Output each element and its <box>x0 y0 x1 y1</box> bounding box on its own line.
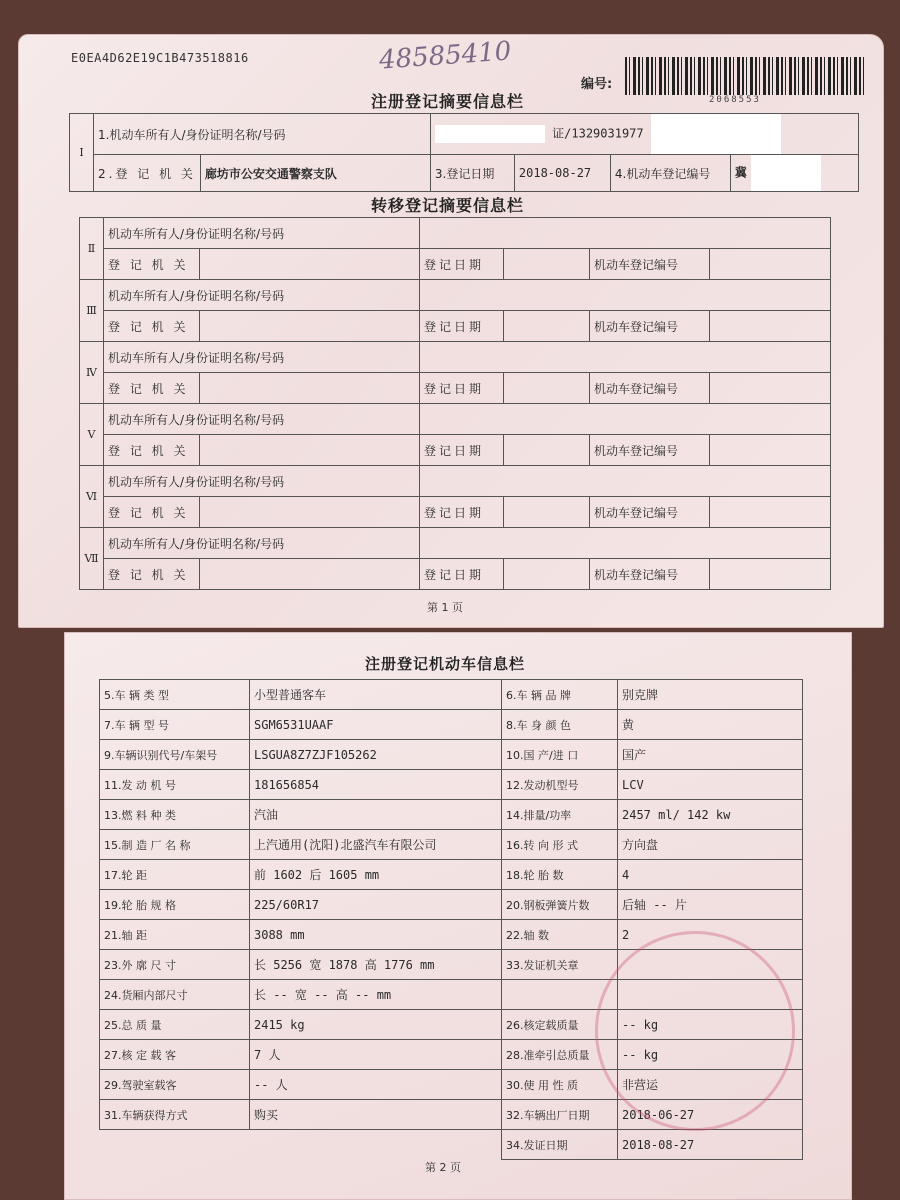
page-number: 第 1 页 <box>427 601 463 614</box>
owner-label: 机动车所有人/身份证明名称/号码 <box>104 466 420 497</box>
field-value: 长 -- 宽 -- 高 -- mm <box>250 980 502 1010</box>
field-label: 27.核 定 载 客 <box>100 1040 250 1070</box>
field-label: 17.轮 距 <box>100 860 250 890</box>
field-label: 21.轴 距 <box>100 920 250 950</box>
field-value: 3088 mm <box>250 920 502 950</box>
roman-numeral: Ⅵ <box>80 466 104 528</box>
transfer-owner-row <box>80 466 831 497</box>
transfer-authority-row <box>80 373 831 404</box>
field-value: 购买 <box>250 1100 502 1130</box>
date-label: 登记日期 <box>420 249 504 280</box>
reg-summary-table <box>69 113 859 192</box>
field-label: 10.国 产/进 口 <box>502 740 618 770</box>
issue-date-label: 34.发证日期 <box>502 1130 618 1160</box>
regno-label: 4.机动车登记编号 <box>610 155 730 192</box>
field-label: 30.使 用 性 质 <box>502 1070 618 1100</box>
regno-label: 机动车登记编号 <box>590 311 710 342</box>
authority-value <box>200 373 420 404</box>
field-label: 15.制 造 厂 名 称 <box>100 830 250 860</box>
date-value <box>504 497 590 528</box>
authority-value <box>200 559 420 590</box>
field-label: 29.驾驶室载客 <box>100 1070 250 1100</box>
authority-label: 登 记 机 关 <box>104 435 200 466</box>
authority-value <box>200 249 420 280</box>
reg-summary-title: 注册登记摘要信息栏 <box>371 92 525 111</box>
field-label: 5.车 辆 类 型 <box>100 680 250 710</box>
field-value: SGM6531UAAF <box>250 710 502 740</box>
date-value <box>504 249 590 280</box>
field-label: 12.发动机型号 <box>502 770 618 800</box>
authority-label: 登 记 机 关 <box>104 311 200 342</box>
regno-value <box>710 559 831 590</box>
field-label: 26.核定载质量 <box>502 1010 618 1040</box>
transfer-summary-table <box>79 217 831 590</box>
field-value: 前 1602 后 1605 mm <box>250 860 502 890</box>
field-label: 20.钢板弹簧片数 <box>502 890 618 920</box>
date-value <box>504 311 590 342</box>
field-value: 方向盘 <box>618 830 803 860</box>
issue-date-value: 2018-08-27 <box>618 1130 803 1160</box>
authority-value <box>200 311 420 342</box>
field-label: 16.转 向 形 式 <box>502 830 618 860</box>
owner-value <box>420 218 831 249</box>
field-label: 6.车 辆 品 牌 <box>502 680 618 710</box>
field-label: 14.排量/功率 <box>502 800 618 830</box>
field-value: -- kg <box>618 1010 803 1040</box>
regno-value: 冀 <box>730 155 858 192</box>
regno-value <box>710 249 831 280</box>
date-label: 登记日期 <box>420 497 504 528</box>
owner-label: 机动车所有人/身份证明名称/号码 <box>104 218 420 249</box>
field-label: 31.车辆获得方式 <box>100 1100 250 1130</box>
field-label: 32.车辆出厂日期 <box>502 1100 618 1130</box>
roman-numeral: Ⅳ <box>80 342 104 404</box>
regno-value <box>710 435 831 466</box>
vehicle-info-row <box>100 890 803 920</box>
date-label: 登记日期 <box>420 311 504 342</box>
field-value: 4 <box>618 860 803 890</box>
field-value: 别克牌 <box>618 680 803 710</box>
field-label: 23.外 廓 尺 寸 <box>100 950 250 980</box>
transfer-authority-row <box>80 311 831 342</box>
field-value: LSGUA8Z7ZJF105262 <box>250 740 502 770</box>
regno-label: 机动车登记编号 <box>590 373 710 404</box>
transfer-owner-row <box>80 528 831 559</box>
roman-numeral: Ⅱ <box>80 218 104 280</box>
vehicle-info-row <box>100 710 803 740</box>
transfer-owner-row <box>80 404 831 435</box>
owner-value <box>420 466 831 497</box>
regno-label: 机动车登记编号 <box>590 249 710 280</box>
authority-label: 登 记 机 关 <box>104 373 200 404</box>
field-label: 18.轮 胎 数 <box>502 860 618 890</box>
regno-value <box>710 373 831 404</box>
field-value: -- kg <box>618 1040 803 1070</box>
authority-label: 登 记 机 关 <box>104 559 200 590</box>
date-label: 登记日期 <box>420 559 504 590</box>
transfer-owner-row <box>80 218 831 249</box>
field-value: 上汽通用(沈阳)北盛汽车有限公司 <box>250 830 502 860</box>
owner-value <box>420 528 831 559</box>
transfer-summary-title: 转移登记摘要信息栏 <box>371 196 525 215</box>
vehicle-info-row <box>100 740 803 770</box>
field-value: 2018-06-27 <box>618 1100 803 1130</box>
owner-value <box>420 280 831 311</box>
number-label: 编号: <box>581 77 613 92</box>
field-value: 后轴 -- 片 <box>618 890 803 920</box>
registration-page-1 <box>18 34 884 628</box>
roman-numeral: Ⅲ <box>80 280 104 342</box>
field-label: 28.准牵引总质量 <box>502 1040 618 1070</box>
owner-label: 机动车所有人/身份证明名称/号码 <box>104 404 420 435</box>
date-label: 登记日期 <box>420 373 504 404</box>
registration-page-2 <box>64 632 852 1200</box>
field-value: 2415 kg <box>250 1010 502 1040</box>
field-label: 8.车 身 颜 色 <box>502 710 618 740</box>
owner-value <box>420 404 831 435</box>
roman-numeral: Ⅶ <box>80 528 104 590</box>
field-value: 长 5256 宽 1878 高 1776 mm <box>250 950 502 980</box>
barcode <box>625 57 865 95</box>
field-value: 国产 <box>618 740 803 770</box>
authority-value <box>200 435 420 466</box>
field-label: 33.发证机关章 <box>502 950 618 980</box>
roman-numeral: I <box>70 114 94 192</box>
transfer-authority-row <box>80 497 831 528</box>
transfer-authority-row <box>80 559 831 590</box>
authority-label: 登 记 机 关 <box>104 249 200 280</box>
issue-date-row <box>100 1130 803 1160</box>
owner-label: 机动车所有人/身份证明名称/号码 <box>104 342 420 373</box>
field-label: 22.轴 数 <box>502 920 618 950</box>
regno-label: 机动车登记编号 <box>590 435 710 466</box>
date-label: 登记日期 <box>420 435 504 466</box>
owner-value: 证/1329031977 <box>430 114 858 155</box>
field-value: 2 <box>618 920 803 950</box>
field-value: 小型普通客车 <box>250 680 502 710</box>
field-value: LCV <box>618 770 803 800</box>
vehicle-info-row <box>100 860 803 890</box>
field-value: 汽油 <box>250 800 502 830</box>
authority-label: 登 记 机 关 <box>104 497 200 528</box>
roman-numeral: Ⅴ <box>80 404 104 466</box>
field-value: 7 人 <box>250 1040 502 1070</box>
date-value: 2018-08-27 <box>514 155 610 192</box>
field-label: 25.总 质 量 <box>100 1010 250 1040</box>
owner-label: 机动车所有人/身份证明名称/号码 <box>104 528 420 559</box>
vehicle-info-title: 注册登记机动车信息栏 <box>365 655 526 673</box>
vehicle-info-row <box>100 800 803 830</box>
authority-value: 廊坊市公安交通警察支队 <box>200 155 430 192</box>
field-label: 7.车 辆 型 号 <box>100 710 250 740</box>
transfer-authority-row <box>80 249 831 280</box>
owner-value <box>420 342 831 373</box>
serial-number: E0EA4D62E19C1B473518816 <box>71 51 249 65</box>
barcode-digits: 2068553 <box>709 95 761 105</box>
vehicle-info-row <box>100 770 803 800</box>
transfer-owner-row <box>80 280 831 311</box>
owner-label: 1.机动车所有人/身份证明名称/号码 <box>94 114 431 155</box>
transfer-authority-row <box>80 435 831 466</box>
date-value <box>504 435 590 466</box>
field-label: 9.车辆识别代号/车架号 <box>100 740 250 770</box>
page-number: 第 2 页 <box>425 1161 461 1174</box>
authority-value <box>200 497 420 528</box>
field-value: 181656854 <box>250 770 502 800</box>
field-label: 11.发 动 机 号 <box>100 770 250 800</box>
field-value: 225/60R17 <box>250 890 502 920</box>
authority-label: 2.登 记 机 关 <box>94 155 201 192</box>
owner-label: 机动车所有人/身份证明名称/号码 <box>104 280 420 311</box>
field-value: 非营运 <box>618 1070 803 1100</box>
field-value: 黄 <box>618 710 803 740</box>
date-value <box>504 559 590 590</box>
regno-value <box>710 497 831 528</box>
date-label: 3.登记日期 <box>430 155 514 192</box>
date-value <box>504 373 590 404</box>
transfer-owner-row <box>80 342 831 373</box>
vehicle-info-row <box>100 830 803 860</box>
regno-value <box>710 311 831 342</box>
field-label: 19.轮 胎 规 格 <box>100 890 250 920</box>
field-label: 24.货厢内部尺寸 <box>100 980 250 1010</box>
field-value: 2457 ml/ 142 kw <box>618 800 803 830</box>
field-label: 13.燃 料 种 类 <box>100 800 250 830</box>
vehicle-info-row <box>100 680 803 710</box>
regno-label: 机动车登记编号 <box>590 559 710 590</box>
regno-label: 机动车登记编号 <box>590 497 710 528</box>
handwritten-number: 48585410 <box>378 36 513 76</box>
field-value: -- 人 <box>250 1070 502 1100</box>
